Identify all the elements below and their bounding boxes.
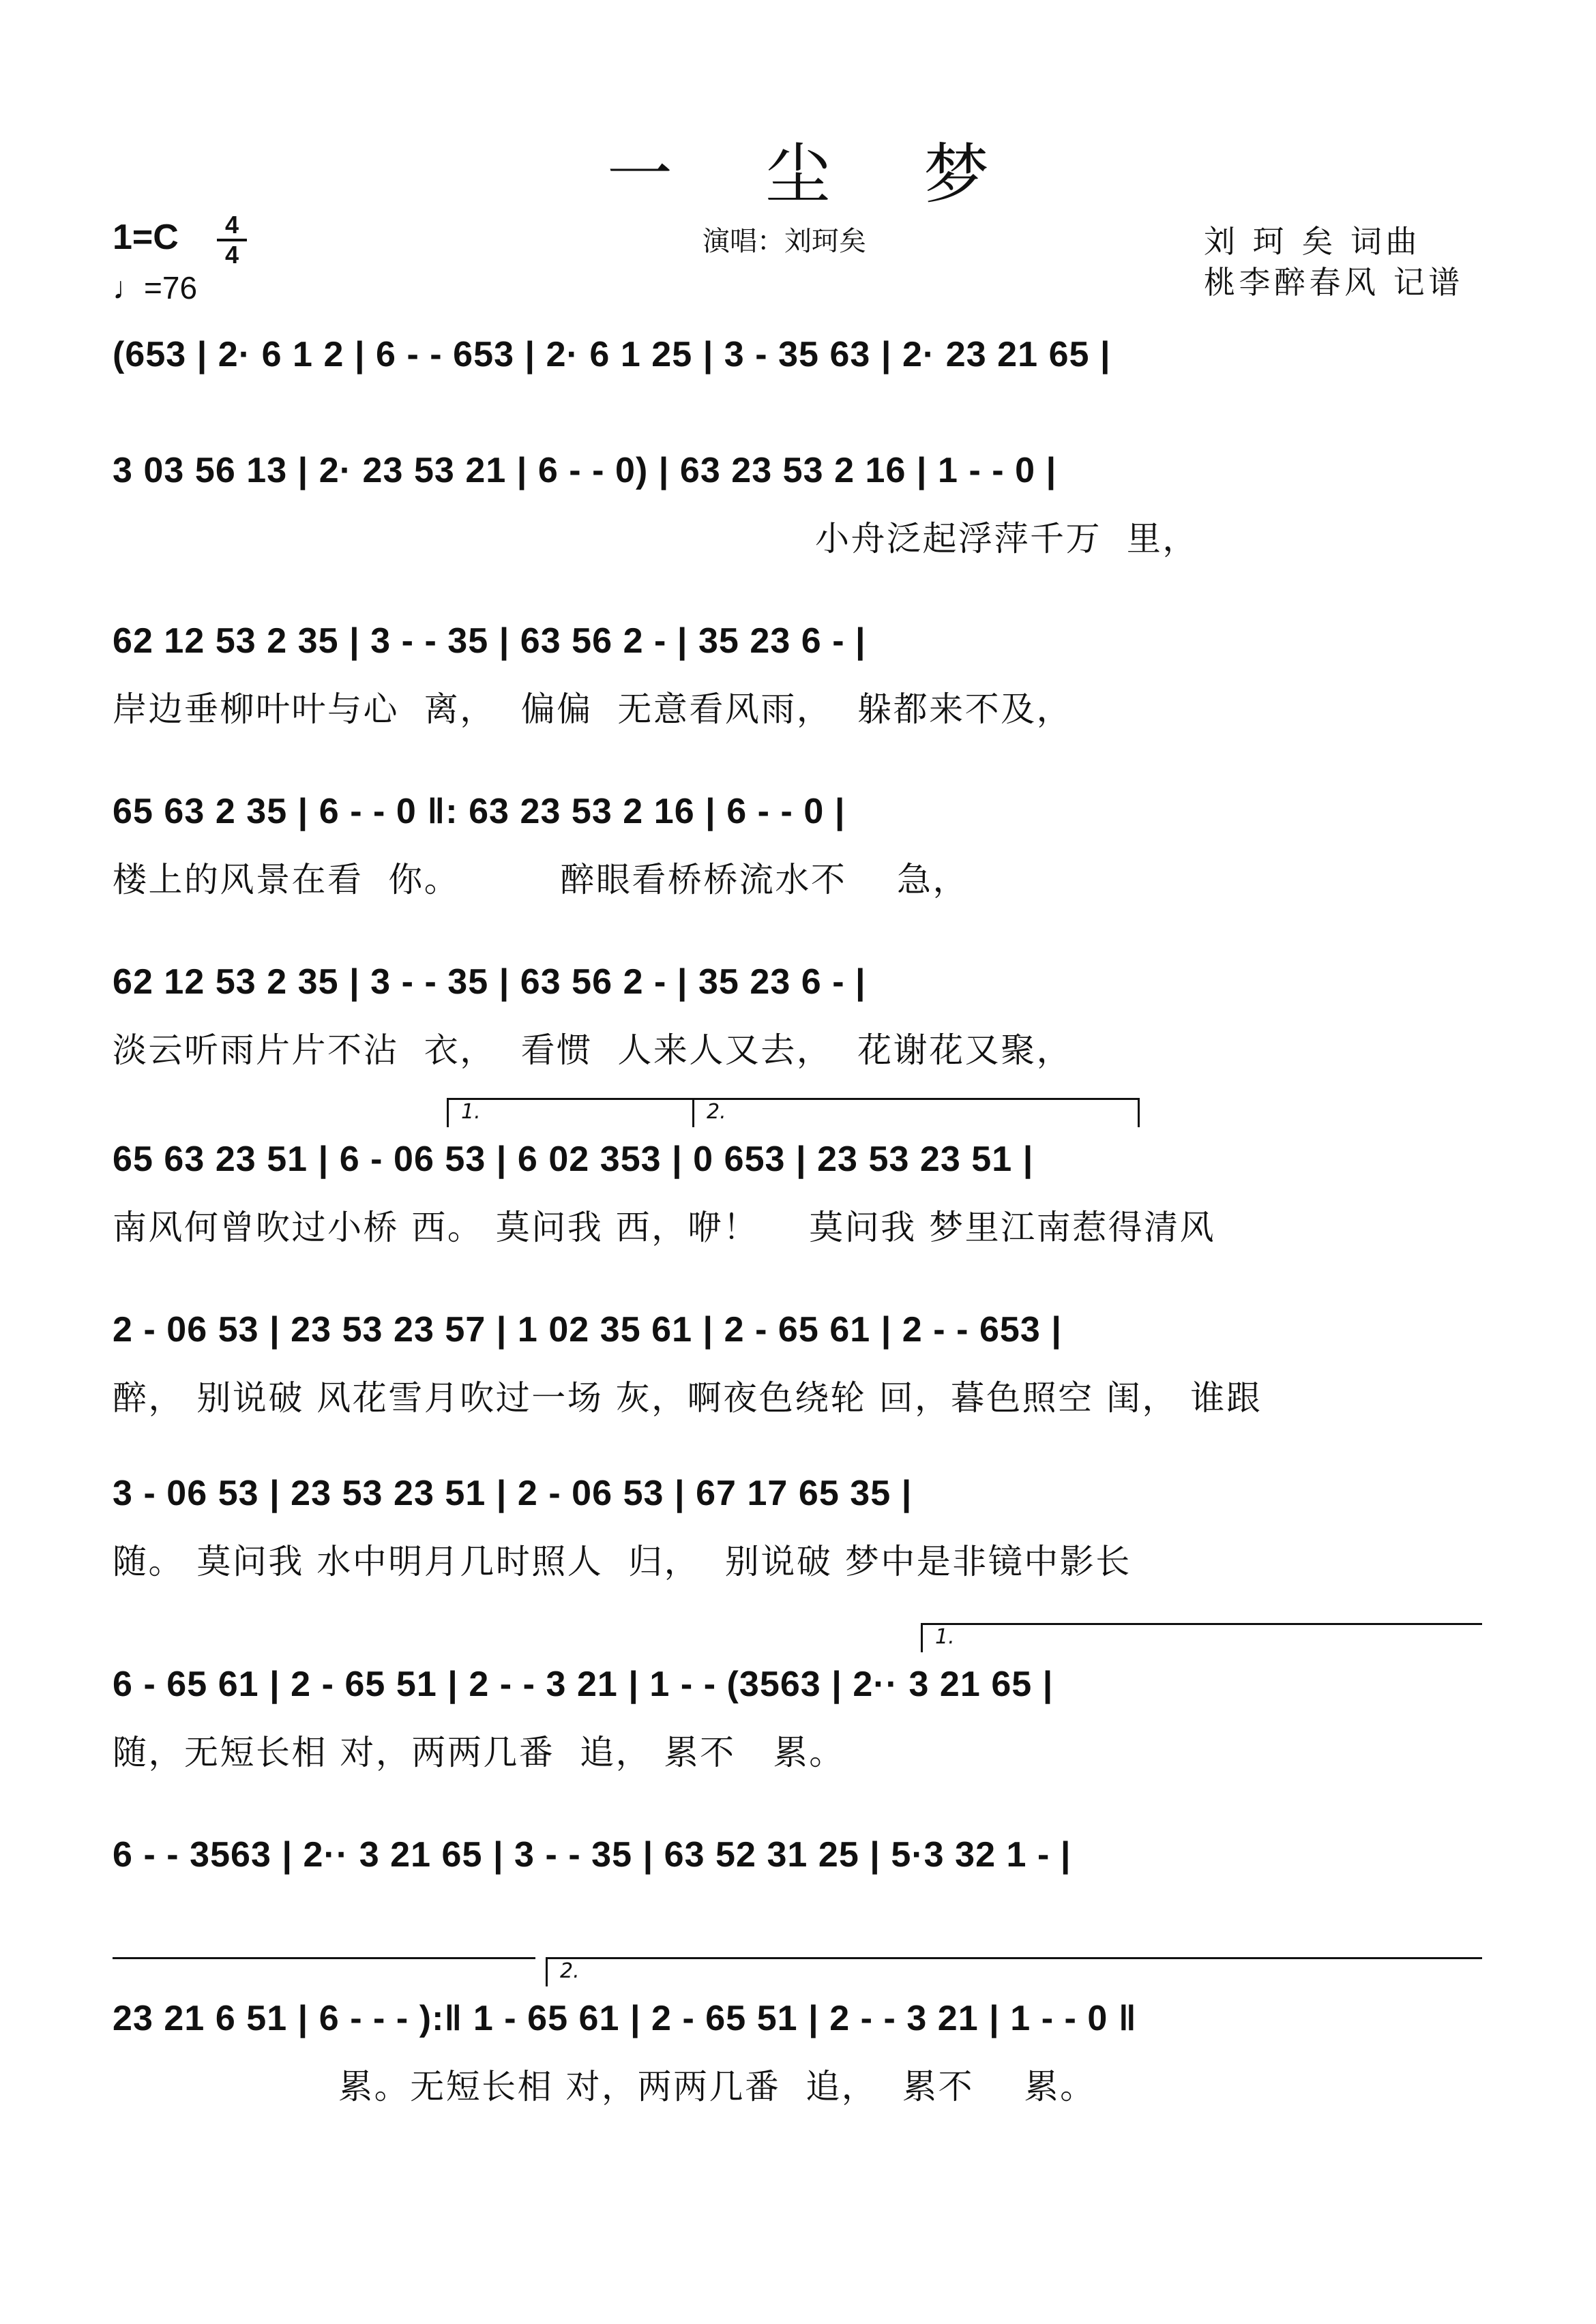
tempo-marking: ♩=76	[113, 270, 198, 306]
notation-line: 23 21 6 51 | 6 - - - ):‖ 1 - 65 61 | 2 - 65 51 | 2 - - 3 21 | 1 - - 0 ‖	[113, 1999, 1137, 2038]
volta-label: 2.	[707, 1100, 726, 1124]
composer-credit: 刘 珂 矣 词曲	[1204, 223, 1421, 260]
lyrics-line: 南风何曾吹过小桥 西。 莫问我 西，咿！ 莫问我 梦里江南惹得清风	[113, 1208, 1216, 1247]
volta-second-ending	[692, 1098, 1140, 1127]
notation-line: 3 03 56 13 | 2· 23 53 21 | 6 - - 0) | 63 23 53 2 16 | 1 - - 0 |	[113, 451, 1057, 490]
system-8	[0, 1466, 1596, 1623]
notation-line: 6 - - 3563 | 2·· 3 21 65 | 3 - - 35 | 63 52 31 25 | 5·3 32 1 - |	[113, 1835, 1072, 1875]
volta-label: 1.	[461, 1100, 481, 1124]
system-3	[0, 614, 1596, 771]
system-5	[0, 955, 1596, 1112]
volta-first-ending	[447, 1098, 694, 1127]
system-4	[0, 784, 1596, 941]
song-title: 一 尘 梦	[606, 136, 1025, 213]
volta-label: 2.	[560, 1959, 580, 1983]
lyrics-line: 醉， 别说破 风花雪月吹过一场 灰，啊夜色绕轮 回，暮色照空 闺， 谁跟	[113, 1378, 1262, 1418]
lyrics-line: 随，无短长相 对，两两几番 追， 累不 累。	[113, 1733, 845, 1772]
notation-line: 6 - 65 61 | 2 - 65 51 | 2 - - 3 21 | 1 - - (3563 | 2·· 3 21 65 |	[113, 1665, 1054, 1704]
notation-line: 65 63 2 35 | 6 - - 0 ‖: 63 23 53 2 16 | 6 - - 0 |	[113, 792, 846, 831]
lyrics-line: 小舟泛起浮萍千万 里，	[113, 519, 1198, 558]
system-2	[0, 443, 1596, 600]
volta-label: 1.	[935, 1625, 955, 1649]
notation-line: 62 12 53 2 35 | 3 - - 35 | 63 56 2 - | 35 23 6 - |	[113, 621, 866, 661]
time-numerator: 4	[224, 211, 239, 239]
singer-credit: 演唱：刘珂矣	[703, 226, 866, 257]
transcriber-credit: 桃李醉春风 记谱	[1204, 264, 1464, 301]
system-11	[0, 1991, 1596, 2148]
lyrics-line: 岸边垂柳叶叶与心 离， 偏偏 无意看风雨， 躲都来不及，	[113, 689, 1073, 729]
system-9	[0, 1657, 1596, 1814]
volta-second-ending	[546, 1957, 1482, 1986]
lyrics-line: 淡云听雨片片不沾 衣， 看惯 人来人又去， 花谢花又聚，	[113, 1030, 1073, 1070]
notation-line: 65 63 23 51 | 6 - 06 53 | 6 02 353 | 0 653 | 23 53 23 51 |	[113, 1139, 1034, 1179]
notation-line: 2 - 06 53 | 23 53 23 57 | 1 02 35 61 | 2 - 65 61 | 2 - - 653 |	[113, 1310, 1062, 1350]
lyrics-line: 累。无短长相 对，两两几番 追， 累不 累。	[113, 2067, 1096, 2106]
volta-first-ending-continued	[113, 1957, 535, 1986]
lyrics-line: 楼上的风景在看 你。 醉眼看桥桥流水不 急，	[113, 860, 969, 899]
system-6	[0, 1132, 1596, 1289]
notation-line: 62 12 53 2 35 | 3 - - 35 | 63 56 2 - | 35 23 6 - |	[113, 962, 866, 1002]
system-7	[0, 1302, 1596, 1459]
notation-line: 3 - 06 53 | 23 53 23 51 | 2 - 06 53 | 67 17 65 35 |	[113, 1474, 913, 1513]
time-denominator: 4	[224, 241, 239, 269]
time-signature	[217, 213, 247, 267]
key-signature: 1=C	[113, 218, 179, 257]
notation-line: (653 | 2· 6 1 2 | 6 - - 653 | 2· 6 1 25 | 3 - 35 63 | 2· 23 21 65 |	[113, 335, 1111, 374]
volta-first-ending	[921, 1623, 1482, 1652]
lyrics-line: 随。 莫问我 水中明月几时照人 归， 别说破 梦中是非镜中影长	[113, 1542, 1132, 1581]
